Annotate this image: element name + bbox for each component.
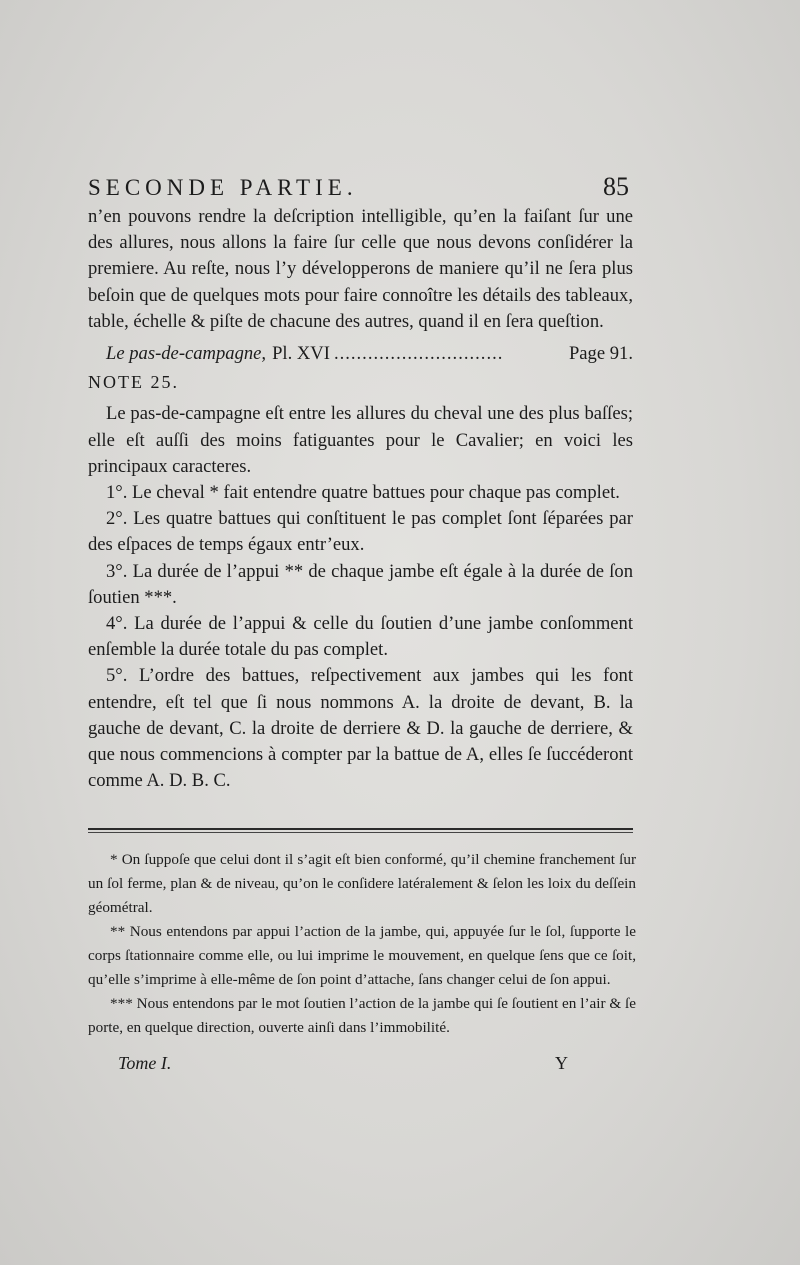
- running-title: SECONDE PARTIE.: [88, 175, 358, 200]
- reference-title: Le pas-de-campagne,: [106, 343, 267, 365]
- footnotes: [88, 848, 636, 1040]
- note-intro: Le pas-de-campagne eſt entre les allures du cheval une des plus baſſes; elle eſt auſſi des moins fatiguantes pour le Cavalier; en voici les principaux caracteres.: [88, 403, 633, 477]
- footnote: * On ſuppoſe que celui dont il s’agit eſt bien conformé, qu’il chemine franchement ſur un ſol ferme, plan & de niveau, qu’on le conſidere latéralement & ſelon les loix du deſſein géométral.: [88, 851, 636, 916]
- signature-mark: Y: [555, 1053, 568, 1073]
- list-item: 3°. La durée de l’appui ** de chaque jambe eſt égale à la durée de ſon ſoutien ***.: [88, 560, 633, 608]
- list-item: 1°. Le cheval * fait entendre quatre battues pour chaque pas complet.: [106, 482, 620, 504]
- page-number: 85: [603, 172, 629, 201]
- reference-leader-dots: ..............................: [333, 343, 504, 365]
- list-item: 5°. L’ordre des battues, reſpectivement aux jambes qui les font entendre, eſt tel que ſi nous nommons A. la droite de devant, B. la gauche de devant, C. la droite de derriere & D. la gauche de derriere, & que nous commencions à compter par la battue de A, elles ſe ſuccéderont comme A. D. B. C.: [88, 665, 633, 792]
- footnote-rule: [88, 828, 633, 830]
- footnote: *** Nous entendons par le mot ſoutien l’action de la jambe qui ſe ſoutient en l’air & ſe porte, en quelque direction, ouverte ainſi dans l’immobilité.: [88, 995, 636, 1036]
- tome-label: Tome I.: [118, 1053, 172, 1073]
- signature-line: [118, 1053, 568, 1074]
- list-item: 4°. La durée de l’appui & celle du ſoutien d’une jambe conſomment enſemble la durée totale du pas complet.: [88, 613, 633, 661]
- main-text: [88, 204, 633, 794]
- reference-plate: Pl. XVI: [272, 343, 330, 365]
- note-heading: NOTE 25.: [88, 372, 179, 393]
- plate-reference: [88, 341, 633, 367]
- running-head: [88, 172, 633, 202]
- reference-page: Page 91.: [568, 343, 633, 365]
- list-item: 2°. Les quatre battues qui conſtituent le pas complet ſont ſéparées par des eſpaces de temps égaux entr’eux.: [88, 508, 633, 556]
- footnote: ** Nous entendons par appui l’action de la jambe, qui, appuyée ſur le ſol, ſupporte le corps ſtationnaire comme elle, ou lui imprime le mouvement, en quelque ſens que ce ſoit, qu’elle s’imprime à elle-même de ſon point d’attache, ſans changer celui de ſon appui.: [88, 923, 636, 988]
- paragraph-intro: n’en pouvons rendre la deſcription intelligible, qu’en la faiſant ſur une des allures, nous allons la faire ſur celle que nous devons conſidérer la premiere. Au reſte, nous l’y développerons de maniere qu’il ne ſera plus beſoin que de quelques mots pour faire connoître les détails des tableaux, table, échelle & piſte de chacune des autres, quand il en ſera queſtion.: [88, 206, 633, 332]
